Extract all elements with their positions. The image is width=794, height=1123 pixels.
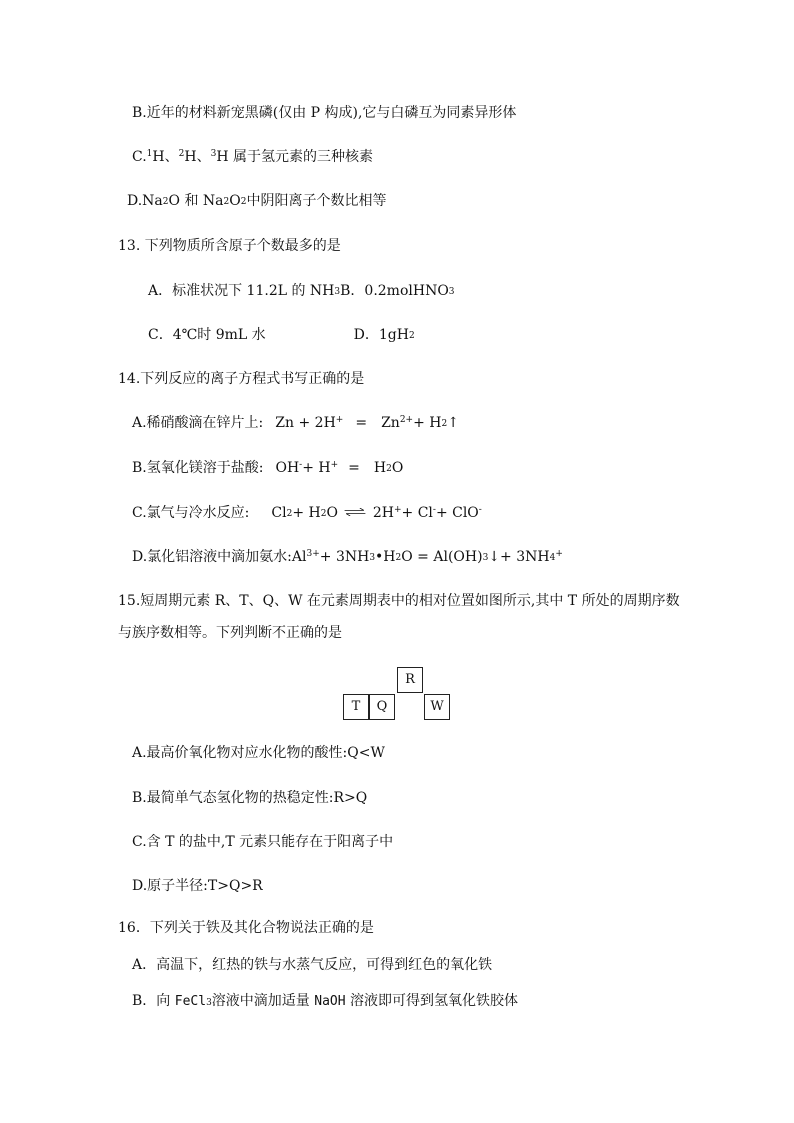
option-12-c (132, 147, 373, 167)
text: O 和 Na (168, 193, 224, 209)
text: OH (275, 460, 300, 476)
text: ↑ (447, 415, 459, 431)
subscript: 2 (320, 509, 327, 519)
text: + H (302, 460, 331, 476)
question-15 (118, 591, 680, 611)
text: Zn + 2H (275, 415, 336, 431)
option-14-a (132, 413, 459, 433)
question-14 (118, 369, 364, 389)
formula-text: NaOH (314, 994, 346, 1009)
superscript: - (299, 460, 303, 470)
text: ↓+ 3NH (488, 549, 550, 565)
subscript: 4 (549, 553, 556, 563)
equilibrium-arrow-icon (342, 508, 368, 516)
option-15-c (132, 832, 393, 852)
options-13-ab (148, 281, 455, 301)
text: A.稀硝酸滴在锌片上: (132, 415, 264, 431)
text: + ClO (435, 505, 479, 521)
text: D．1gH (353, 327, 409, 343)
subscript: 2 (408, 331, 415, 341)
text: D.Na (127, 193, 163, 209)
text: + H (292, 505, 321, 521)
subscript: 2 (286, 509, 293, 519)
option-12-b (132, 103, 516, 123)
option-15-b (132, 788, 367, 808)
cell-t: T (343, 694, 369, 720)
subscript: 3 (206, 998, 212, 1008)
option-14-d (132, 547, 563, 567)
text: + 3NH (319, 549, 370, 565)
text: 中阴阳离子个数比相等 (246, 193, 387, 209)
text: O (326, 505, 338, 521)
option-15-d (132, 876, 263, 896)
text: Cl (271, 505, 287, 521)
text: C．4℃时 9mL 水 (148, 327, 266, 343)
cell-w: W (424, 694, 450, 720)
options-13-cd (148, 325, 415, 345)
text: = (355, 415, 368, 431)
question-text: 14.下列反应的离子方程式书写正确的是 (118, 371, 365, 387)
option-text: A.最高价氧化物对应水化物的酸性:Q<W (132, 745, 385, 761)
text: B．向 (132, 993, 175, 1009)
subscript: 2 (386, 464, 392, 474)
question-text: 15.短周期元素 R、T、Q、W 在元素周期表中的相对位置如图所示,其中 T 所处的周期序数 (118, 593, 680, 609)
text: A．标准状况下 11.2L 的 NH (148, 283, 335, 299)
text: •H (375, 549, 396, 565)
subscript: 2 (240, 197, 247, 207)
question-16 (118, 918, 374, 938)
text: + Cl (401, 505, 433, 521)
subscript: 3 (482, 553, 489, 563)
superscript: 1 (146, 149, 153, 159)
option-16-a (132, 955, 492, 975)
question-15-cont (118, 623, 342, 643)
superscript: + (330, 460, 339, 470)
superscript: - (432, 505, 436, 515)
formula-text: FeCl (174, 994, 207, 1009)
subscript: 2 (223, 197, 230, 207)
option-16-b (132, 991, 518, 1012)
text: = (348, 460, 360, 476)
text: C.氯气与冷水反应: (132, 505, 250, 521)
option-text: B.近年的材料新宠黑磷(仅由 P 构成),它与白磷互为同素异形体 (132, 105, 517, 121)
superscript: 3+ (306, 549, 320, 559)
option-text: A．高温下，红热的铁与水蒸气反应，可得到红色的氧化铁 (132, 957, 493, 973)
option-text: D.原子半径:T>Q>R (132, 878, 263, 894)
option-text: B.最简单气态氢化物的热稳定性:R>Q (132, 790, 368, 806)
text: 溶液中滴加适量 (211, 993, 315, 1009)
question-text: 与族序数相等。下列判断不正确的是 (118, 625, 342, 641)
text: B．0.2molHNO (340, 283, 449, 299)
question-text: 16．下列关于铁及其化合物说法正确的是 (118, 920, 374, 936)
subscript: 3 (369, 553, 376, 563)
text: Zn (381, 415, 400, 431)
option-12-d (127, 191, 386, 211)
option-14-b (132, 458, 403, 478)
text: 2H (372, 505, 394, 521)
subscript: 2 (441, 419, 448, 429)
text: H 属于氢元素的三种核素 (216, 149, 373, 165)
subscript: 3 (448, 287, 455, 297)
question-13 (118, 236, 341, 256)
text: 溶液即可得到氢氧化铁胶体 (345, 993, 519, 1009)
superscript: + (555, 549, 563, 559)
text: + H (413, 415, 442, 431)
superscript: + (393, 505, 402, 515)
text: H (373, 460, 387, 476)
text: D.氯化铝溶液中滴加氨水:Al (132, 549, 307, 565)
subscript: 3 (334, 287, 341, 297)
option-15-a (132, 743, 385, 763)
text: O (391, 460, 404, 476)
cell-q: Q (369, 694, 395, 720)
superscript: - (478, 505, 482, 515)
text: B.氢氧化镁溶于盐酸: (132, 460, 264, 476)
subscript: 2 (395, 553, 402, 563)
question-text: 13. 下列物质所含原子个数最多的是 (118, 238, 341, 254)
text: C. (132, 149, 147, 165)
subscript: 2 (162, 197, 169, 207)
option-text: C.含 T 的盐中,T 元素只能存在于阳离子中 (132, 834, 394, 850)
text: H、 (184, 149, 211, 165)
superscript: + (335, 415, 344, 425)
superscript: 2+ (399, 415, 414, 425)
superscript: 2 (178, 149, 185, 159)
text: O (229, 193, 241, 209)
superscript: 3 (210, 149, 217, 159)
text: H、 (152, 149, 179, 165)
cell-r: R (397, 667, 423, 693)
text: O = Al(OH) (401, 549, 483, 565)
option-14-c (132, 503, 482, 523)
